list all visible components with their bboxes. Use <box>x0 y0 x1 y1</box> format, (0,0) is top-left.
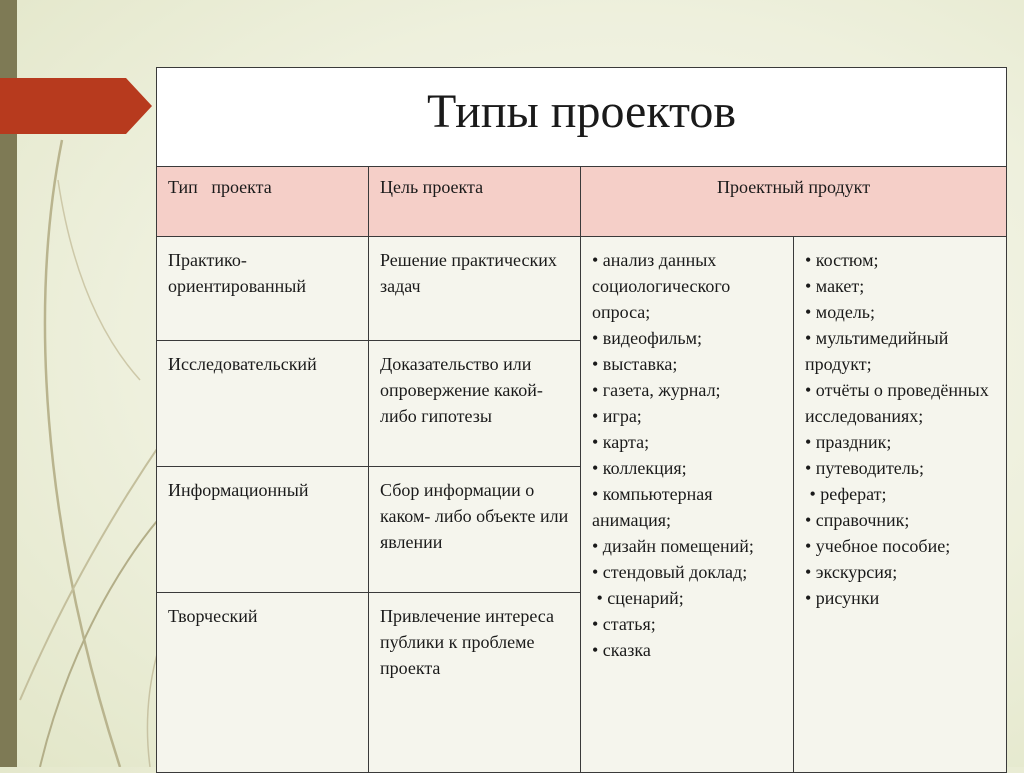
list-item: • сценарий; <box>592 588 684 608</box>
row-goal-informational: Сбор информации о каком- либо объекте или явлении <box>369 467 581 593</box>
products-right-cell <box>794 237 1007 773</box>
list-item: • коллекция; <box>592 458 687 478</box>
list-item: • анализ данных социологического опроса; <box>592 250 731 322</box>
list-item: • статья; <box>592 614 656 634</box>
row-type-creative: Творческий <box>157 593 369 773</box>
list-item: • рисунки <box>805 588 880 608</box>
list-item: • справочник; <box>805 510 910 530</box>
row-type-informational: Информационный <box>157 467 369 593</box>
list-item: • экскурсия; <box>805 562 898 582</box>
row-goal-creative: Привлечение интереса публики к проблеме проекта <box>369 593 581 773</box>
list-item: • модель; <box>805 302 876 322</box>
list-item: • видеофильм; <box>592 328 702 348</box>
row-type-practical: Практико-ориентированный <box>157 237 369 341</box>
list-item: • отчёты о проведённых исследованиях; <box>805 380 989 426</box>
page-title: Типы проектов <box>427 84 737 138</box>
products-left-cell <box>581 237 794 773</box>
list-item: • путеводитель; <box>805 458 924 478</box>
header-type: Тип проекта <box>157 167 369 237</box>
project-types-table <box>156 67 1007 773</box>
list-item: • сказка <box>592 640 651 660</box>
row-goal-practical: Решение практических задач <box>369 237 581 341</box>
list-item: • костюм; <box>805 250 879 270</box>
list-item: • макет; <box>805 276 865 296</box>
list-item: • карта; <box>592 432 650 452</box>
list-item: • компьютерная анимация; <box>592 484 713 530</box>
list-item: • стендовый доклад; <box>592 562 748 582</box>
list-item: • учебное пособие; <box>805 536 951 556</box>
header-product: Проектный продукт <box>581 167 1007 237</box>
list-item: • выставка; <box>592 354 678 374</box>
list-item: • мультимедийный продукт; <box>805 328 949 374</box>
header-goal: Цель проекта <box>369 167 581 237</box>
list-item: • газета, журнал; <box>592 380 721 400</box>
title-cell <box>157 68 1007 167</box>
list-item: • дизайн помещений; <box>592 536 754 556</box>
list-item: • праздник; <box>805 432 892 452</box>
list-item: • игра; <box>592 406 642 426</box>
row-type-research: Исследовательский <box>157 341 369 467</box>
red-arrow-shape <box>0 78 152 134</box>
row-goal-research: Доказательство или опровержение какой-либо гипотезы <box>369 341 581 467</box>
list-item: • реферат; <box>805 484 887 504</box>
